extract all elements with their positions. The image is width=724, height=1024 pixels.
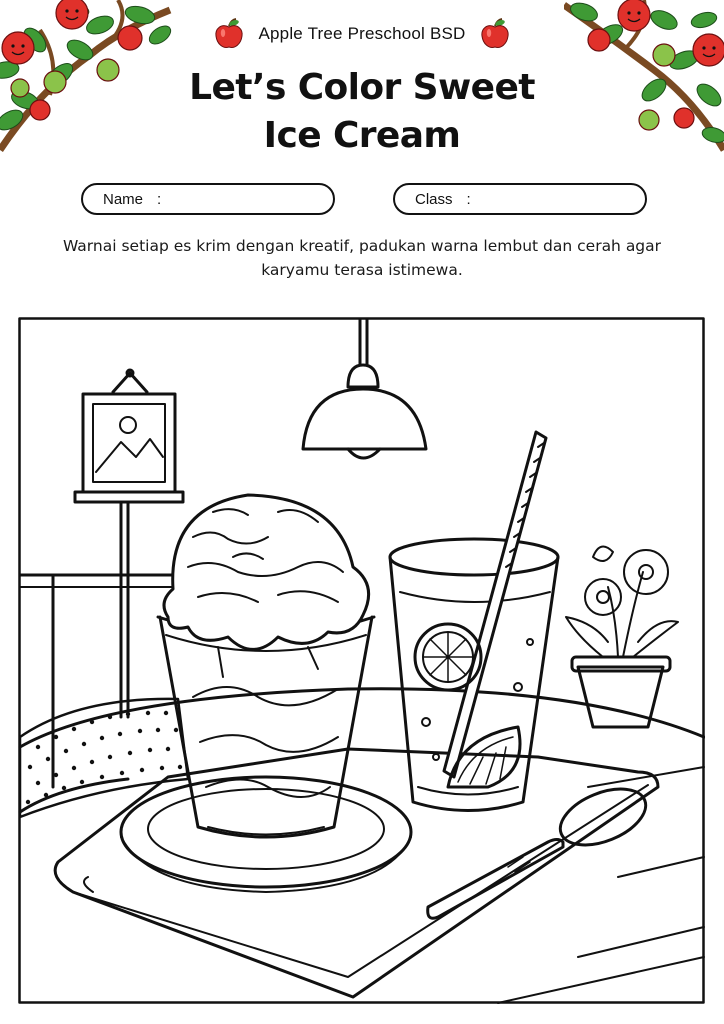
name-field[interactable]: [81, 183, 335, 215]
flower-pot-icon: [566, 547, 678, 727]
school-name: Apple Tree Preschool BSD: [258, 24, 466, 43]
apple-icon: [480, 18, 510, 50]
apple-icon: [214, 18, 244, 50]
page-title: [0, 64, 724, 160]
picture-frame-icon: [75, 370, 183, 717]
instructions: Warnai setiap es krim dengan kreatif, padukan warna lembut dan cerah agar karyamu terasa istimewa.: [62, 237, 662, 279]
spoon-icon: [428, 778, 654, 918]
name-separator: :: [157, 190, 162, 208]
class-separator: :: [466, 190, 471, 208]
name-label: Name: [103, 190, 144, 208]
ice-cream-cup-icon: [158, 495, 374, 837]
school-header: [0, 16, 724, 52]
class-field[interactable]: [393, 183, 647, 215]
coloring-illustration: [18, 317, 705, 1004]
lamp-icon: [303, 319, 426, 458]
page-title-text: Let’s Color Sweet Ice Cream: [189, 67, 535, 156]
class-label: Class: [415, 190, 453, 208]
